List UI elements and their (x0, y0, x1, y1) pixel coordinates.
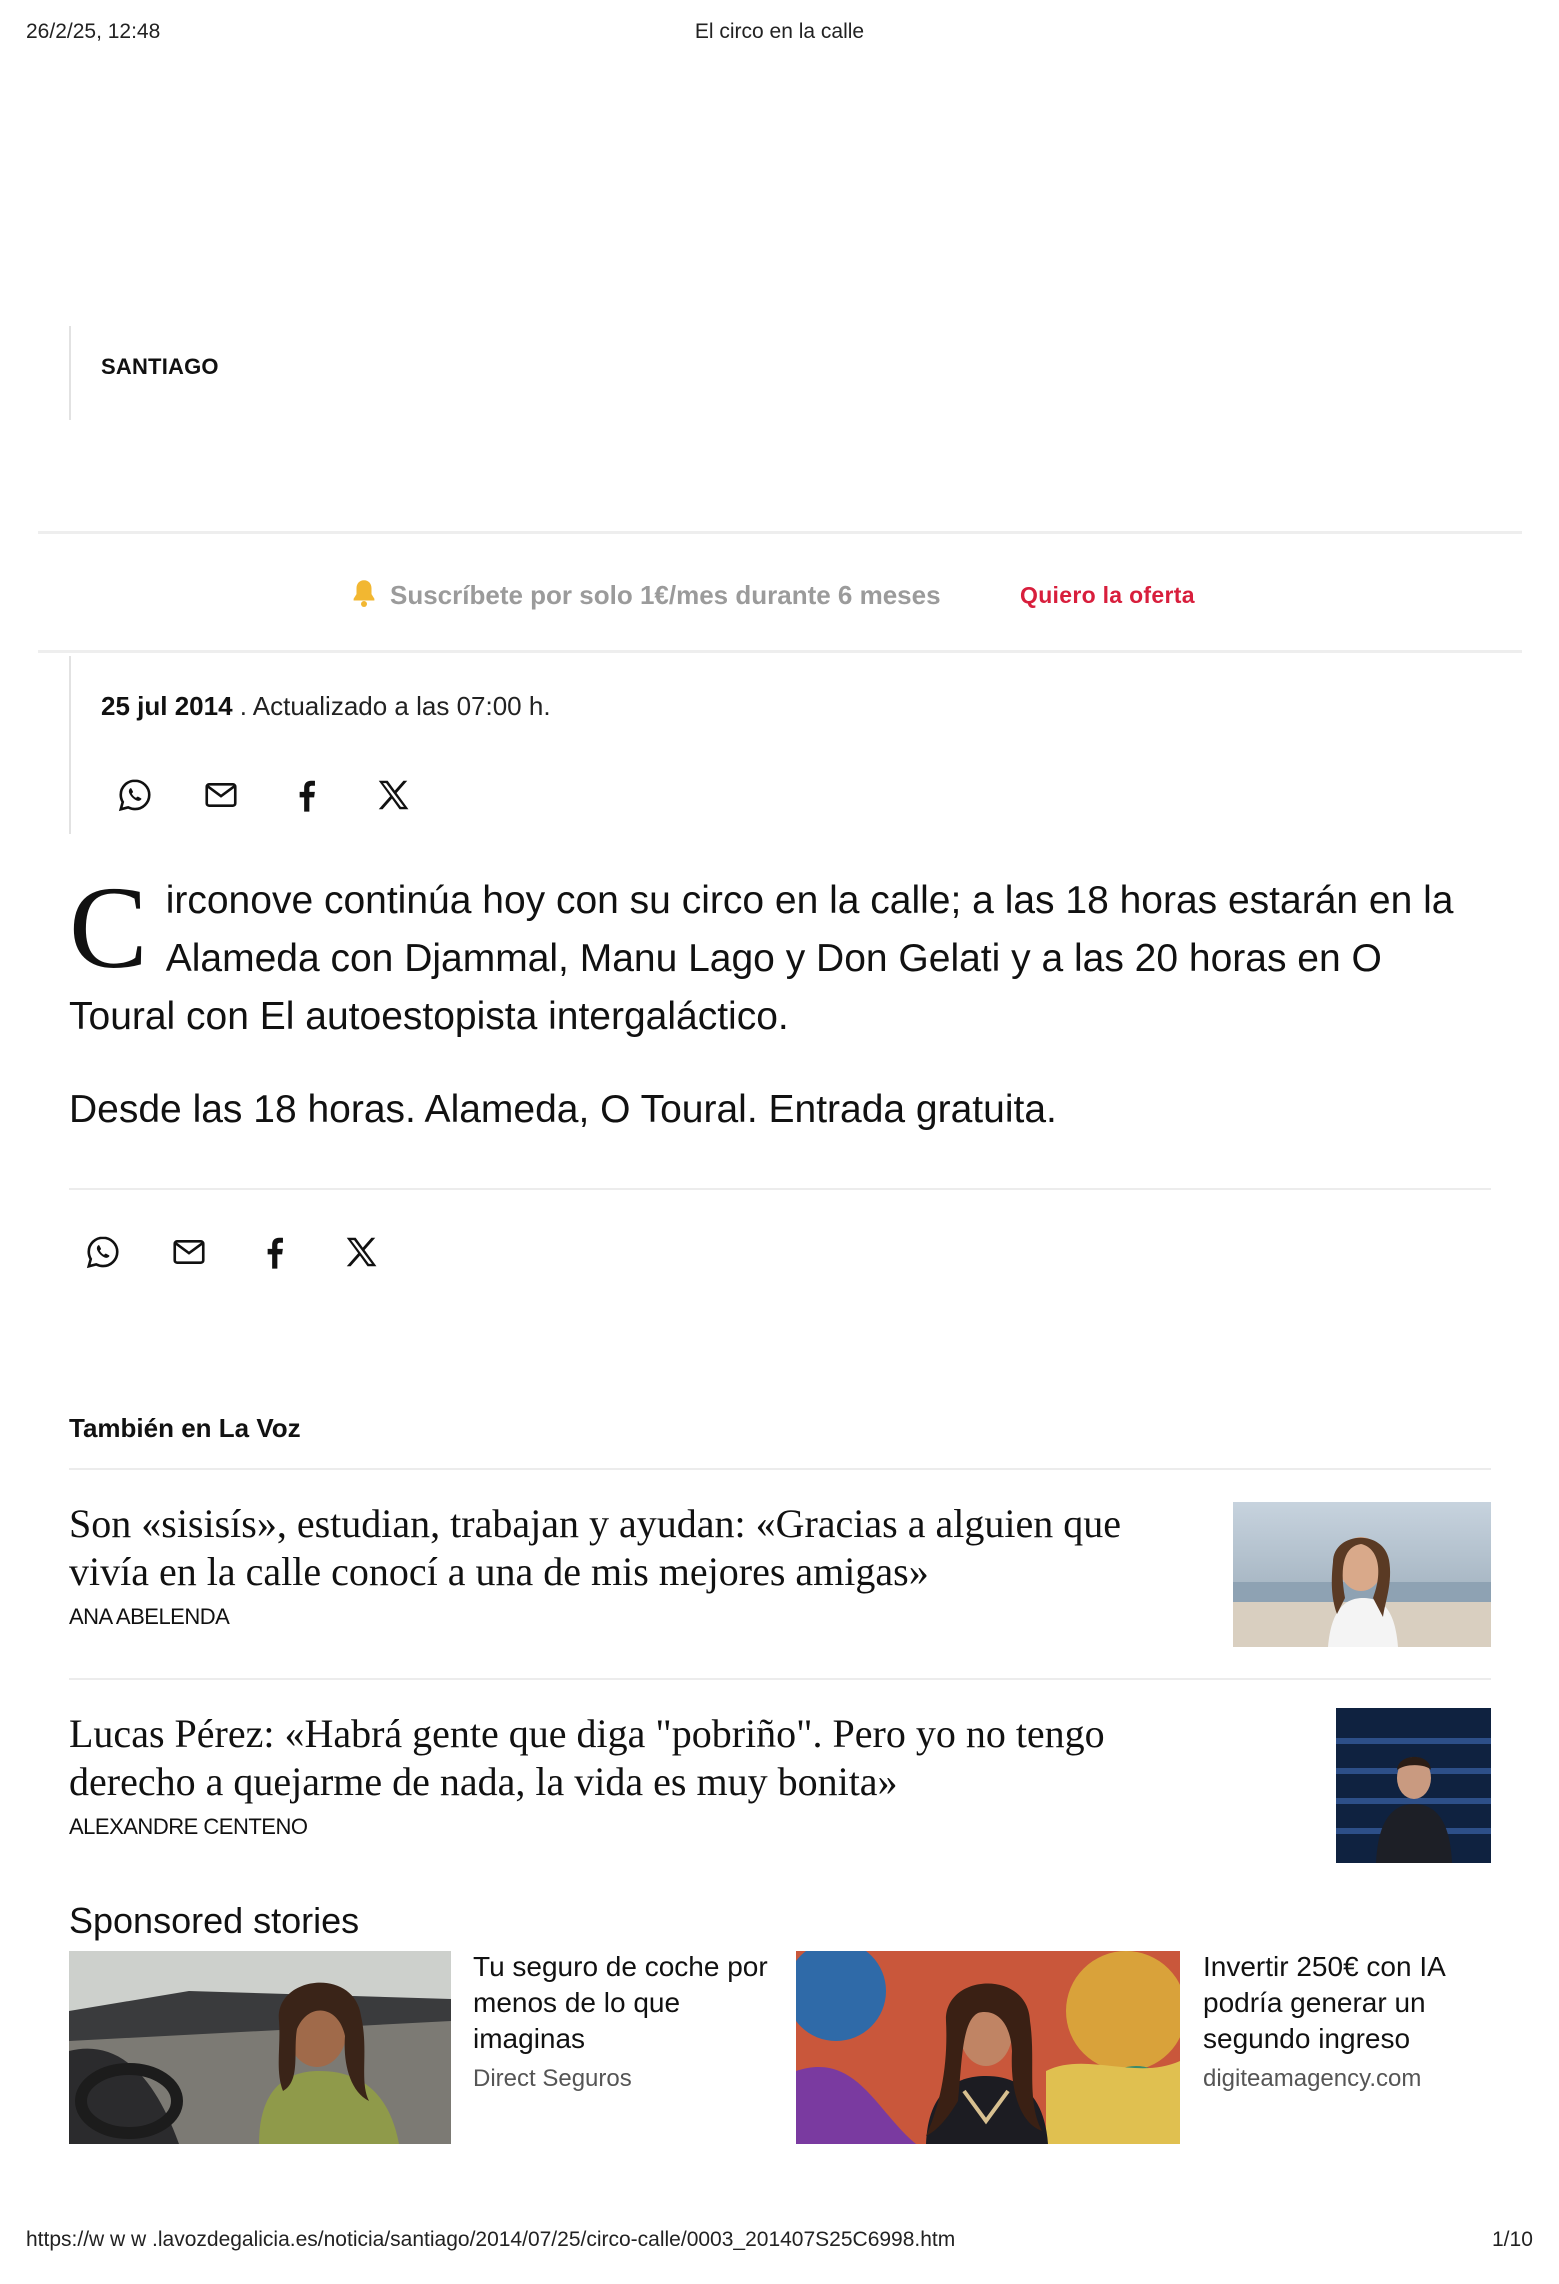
whatsapp-icon[interactable] (84, 1230, 170, 1274)
facebook-icon[interactable] (288, 773, 374, 817)
sponsored-1-image[interactable] (69, 1951, 451, 2144)
related-story-title[interactable]: Lucas Pérez: «Habrá gente que diga "pobriño". Pero yo no tengo derecho a quejarme de nada, la vida es muy bonita» (69, 1711, 1105, 1804)
related-story-2[interactable] (69, 1710, 1219, 1840)
facebook-icon[interactable] (256, 1230, 342, 1274)
print-page-title: El circo en la calle (694, 20, 865, 43)
section-divider (69, 326, 71, 420)
article-paragraph-2: Desde las 18 horas. Alameda, O Toural. Entrada gratuita. (69, 1088, 1057, 1131)
also-section-heading: También en La Voz (69, 1413, 301, 1443)
drop-cap: C (69, 862, 148, 993)
sponsored-text[interactable]: Tu seguro de coche por menos de lo que imaginas (473, 1951, 768, 2054)
promo-text: Suscríbete por solo 1€/mes durante 6 meses (390, 580, 941, 610)
article-paragraph-1: irconove continúa hoy con su circo en la calle; a las 18 horas estarán en la Alameda con Djammal, Manu Lago y Don Gelati y a las 20 horas en O Toural con El autoestopista intergaláctico. (69, 879, 1454, 1038)
share-bar-top (116, 773, 460, 817)
x-icon[interactable] (374, 773, 460, 817)
sponsored-heading: Sponsored stories (69, 1900, 360, 1941)
date-divider (69, 656, 71, 834)
updated-time: . Actualizado a las 07:00 h. (232, 691, 551, 721)
whatsapp-icon[interactable] (116, 773, 202, 817)
print-url: https://w w w .lavozdegalicia.es/noticia/santiago/2014/07/25/circo-calle/0003_201407S25C6998.htm (26, 2228, 956, 2251)
section-label[interactable]: SANTIAGO (101, 354, 219, 379)
promo-offer-button[interactable]: Quiero la oferta (1020, 582, 1195, 608)
sponsored-1[interactable] (473, 1949, 773, 2093)
publish-date-value: 25 jul 2014 (101, 691, 233, 721)
related-story-1-image[interactable] (1233, 1502, 1491, 1647)
promo-banner (350, 578, 941, 613)
email-icon[interactable] (202, 773, 288, 817)
related-story-author: ALEXANDRE CENTENO (69, 1814, 308, 1839)
print-datetime: 26/2/25, 12:48 (26, 20, 161, 43)
sponsored-source: digiteamagency.com (1203, 2065, 1422, 2092)
x-icon[interactable] (342, 1230, 428, 1274)
related-story-1[interactable] (69, 1500, 1179, 1630)
promo-top-rule (38, 531, 1522, 534)
related-story-rule (69, 1678, 1491, 1680)
promo-bottom-rule (38, 650, 1522, 653)
related-story-2-image[interactable] (1336, 1708, 1491, 1863)
also-top-rule (69, 1468, 1491, 1470)
related-story-title[interactable]: Son «sisisís», estudian, trabajan y ayudan: «Gracias a alguien que vivía en la calle conocí a una de mis mejores amigas» (69, 1501, 1121, 1594)
sponsored-text[interactable]: Invertir 250€ con IA podría generar un segundo ingreso (1203, 1951, 1445, 2054)
bell-icon (350, 578, 378, 613)
publish-date (101, 691, 551, 722)
share-bar-bottom (84, 1230, 428, 1274)
sponsored-2-image[interactable] (796, 1951, 1180, 2144)
sponsored-source: Direct Seguros (473, 2065, 632, 2092)
related-story-author: ANA ABELENDA (69, 1604, 230, 1629)
article-body (69, 862, 1489, 1046)
article-end-rule (69, 1188, 1491, 1190)
sponsored-2[interactable] (1203, 1949, 1503, 2093)
print-page-number: 1/10 (1492, 2228, 1533, 2251)
email-icon[interactable] (170, 1230, 256, 1274)
